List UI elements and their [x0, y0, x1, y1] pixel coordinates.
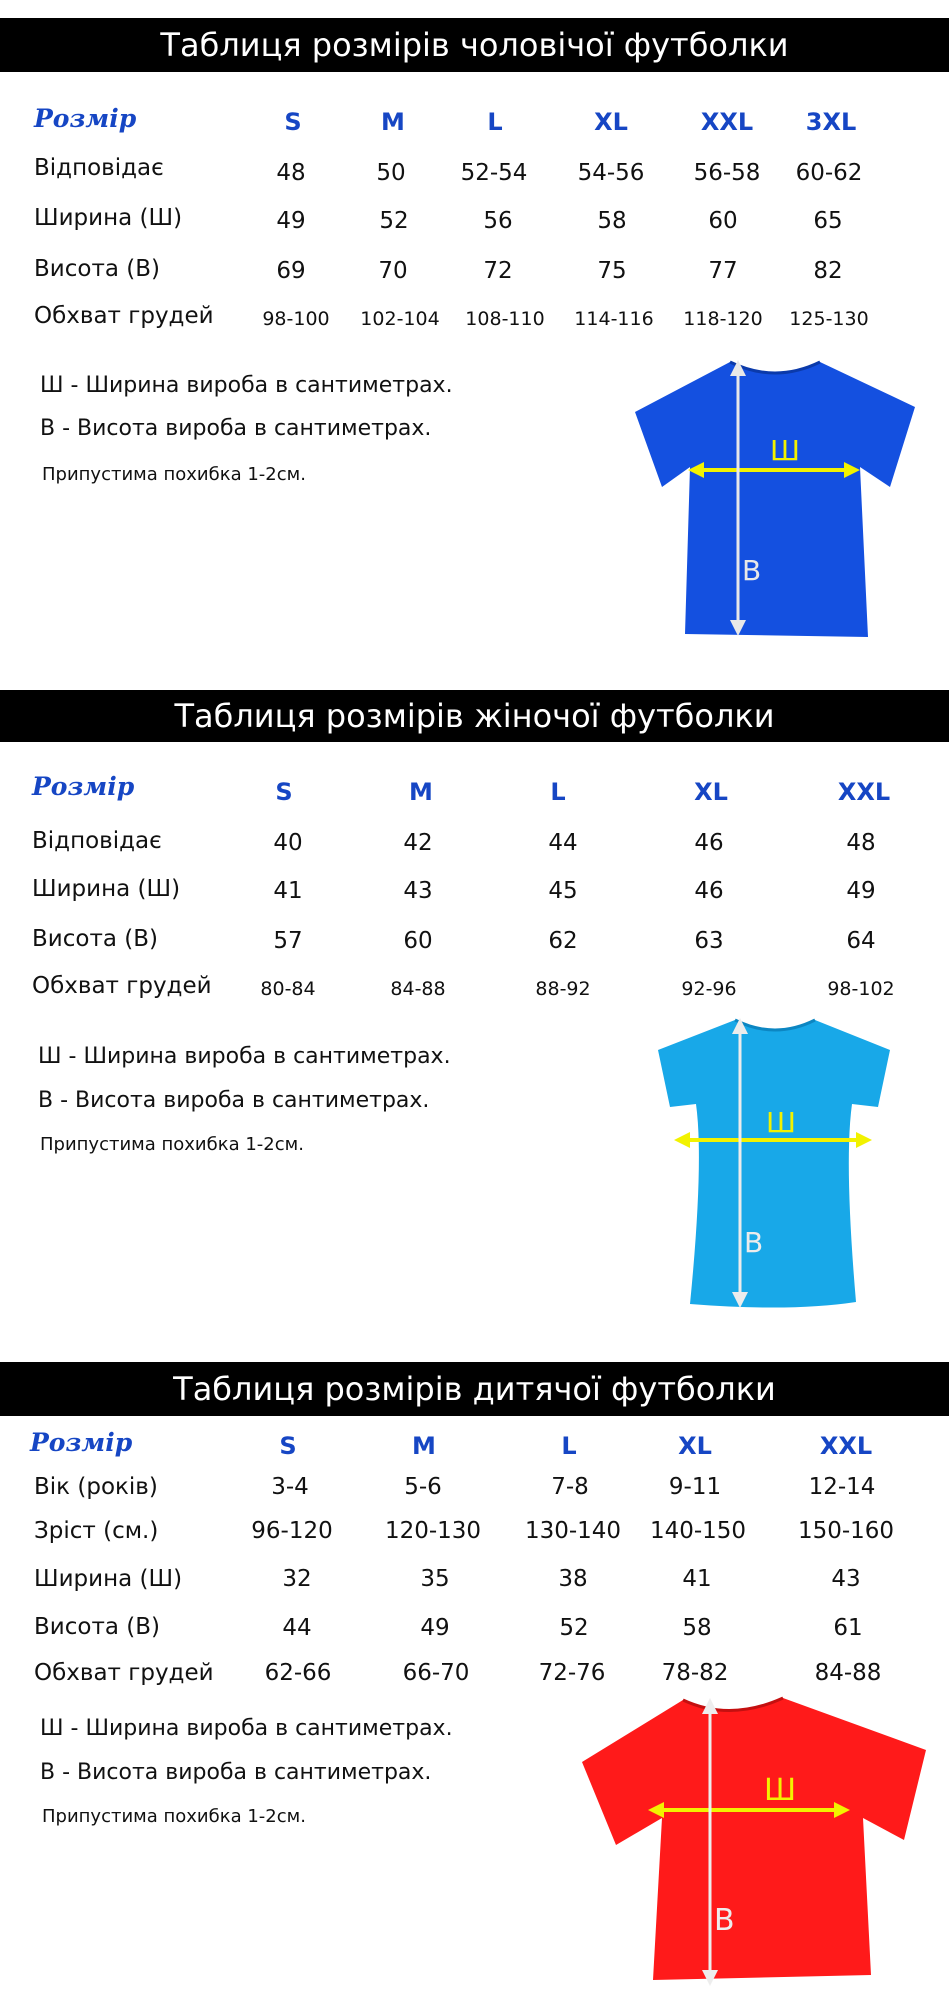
kids-cell: 58 — [682, 1615, 712, 1641]
kids-cell: 78-82 — [661, 1660, 729, 1686]
womens-note-height: В - Висота вироба в сантиметрах. — [38, 1088, 430, 1113]
mens-size-xl: XL — [594, 108, 628, 136]
womens-cell: 88-92 — [535, 978, 591, 1000]
kids-cell: 49 — [420, 1615, 450, 1641]
mens-size-m: M — [381, 108, 405, 136]
mens-row-label: Ширина (Ш) — [34, 205, 183, 231]
kids-cell: 62-66 — [264, 1660, 332, 1686]
womens-cell: 42 — [403, 830, 433, 856]
womens-size-xxl: XXL — [837, 778, 891, 806]
kids-size-xl: XL — [678, 1432, 712, 1460]
mens-cell: 82 — [813, 258, 843, 284]
womens-size-xl: XL — [694, 778, 728, 806]
kids-tshirt-icon — [578, 1690, 930, 1990]
mens-note-tolerance: Припустима похибка 1-2см. — [42, 464, 306, 485]
mens-width-marker: Ш — [770, 434, 800, 467]
mens-cell: 125-130 — [789, 308, 869, 330]
mens-cell: 114-116 — [574, 308, 654, 330]
kids-size-xxl: XXL — [819, 1432, 873, 1460]
kids-note-width: Ш - Ширина вироба в сантиметрах. — [40, 1716, 453, 1741]
womens-cell: 80-84 — [260, 978, 316, 1000]
kids-cell: 66-70 — [402, 1660, 470, 1686]
womens-cell: 62 — [548, 928, 578, 954]
kids-row-label: Вік (років) — [34, 1474, 158, 1500]
womens-cell: 84-88 — [390, 978, 446, 1000]
mens-size-s: S — [284, 108, 302, 136]
mens-height-marker: В — [742, 554, 762, 587]
mens-row-label: Відповідає — [34, 155, 164, 181]
mens-size-l: L — [487, 108, 503, 136]
womens-cell: 63 — [694, 928, 724, 954]
kids-note-tolerance: Припустима похибка 1-2см. — [42, 1806, 306, 1827]
womens-cell: 48 — [846, 830, 876, 856]
kids-cell: 44 — [282, 1615, 312, 1641]
kids-cell: 3-4 — [271, 1474, 309, 1500]
womens-cell: 46 — [694, 878, 724, 904]
mens-cell: 118-120 — [683, 308, 763, 330]
mens-cell: 49 — [276, 208, 306, 234]
kids-cell: 72-76 — [538, 1660, 606, 1686]
kids-cell: 130-140 — [524, 1518, 622, 1544]
womens-cell: 64 — [846, 928, 876, 954]
womens-cell: 60 — [403, 928, 433, 954]
womens-table-title: Таблиця розмірів жіночої футболки — [0, 690, 949, 742]
kids-width-marker: Ш — [764, 1773, 797, 1808]
mens-cell: 60 — [708, 208, 738, 234]
kids-cell: 43 — [831, 1566, 861, 1592]
kids-cell: 41 — [682, 1566, 712, 1592]
womens-tshirt-icon — [650, 1012, 900, 1312]
mens-size-label: Розмір — [34, 104, 137, 133]
kids-row-label: Обхват грудей — [34, 1660, 214, 1686]
mens-tshirt-icon — [630, 352, 920, 642]
womens-width-marker: Ш — [766, 1106, 796, 1139]
mens-row-label: Обхват грудей — [34, 303, 214, 329]
mens-cell: 60-62 — [795, 160, 863, 186]
kids-row-label: Висота (В) — [34, 1614, 160, 1640]
mens-note-width: Ш - Ширина вироба в сантиметрах. — [40, 373, 453, 398]
mens-cell: 52-54 — [460, 160, 528, 186]
womens-cell: 49 — [846, 878, 876, 904]
womens-size-m: M — [409, 778, 433, 806]
kids-cell: 35 — [420, 1566, 450, 1592]
kids-row-label: Зріст (см.) — [34, 1518, 159, 1544]
kids-cell: 38 — [558, 1566, 588, 1592]
womens-row-label: Обхват грудей — [32, 973, 212, 999]
womens-cell: 40 — [273, 830, 303, 856]
womens-cell: 43 — [403, 878, 433, 904]
kids-cell: 7-8 — [551, 1474, 589, 1500]
mens-size-xxl: XXL — [700, 108, 754, 136]
mens-cell: 48 — [276, 160, 306, 186]
mens-cell: 72 — [483, 258, 513, 284]
kids-cell: 84-88 — [814, 1660, 882, 1686]
womens-size-label: Розмір — [32, 772, 135, 801]
mens-note-height: В - Висота вироба в сантиметрах. — [40, 416, 432, 441]
mens-cell: 52 — [379, 208, 409, 234]
kids-height-marker: В — [714, 1903, 735, 1938]
mens-size-3xl: 3XL — [805, 108, 857, 136]
kids-cell: 120-130 — [384, 1518, 482, 1544]
mens-cell: 50 — [376, 160, 406, 186]
mens-row-label: Висота (В) — [34, 256, 160, 282]
mens-cell: 58 — [597, 208, 627, 234]
womens-cell: 41 — [273, 878, 303, 904]
mens-cell: 108-110 — [465, 308, 545, 330]
kids-table-title: Таблиця розмірів дитячої футболки — [0, 1362, 949, 1416]
mens-cell: 56 — [483, 208, 513, 234]
womens-row-label: Відповідає — [32, 828, 162, 854]
womens-cell: 92-96 — [681, 978, 737, 1000]
womens-cell: 98-102 — [827, 978, 895, 1000]
kids-size-m: M — [412, 1432, 436, 1460]
kids-cell: 96-120 — [251, 1518, 333, 1544]
womens-row-label: Висота (В) — [32, 926, 158, 952]
mens-cell: 56-58 — [693, 160, 761, 186]
kids-note-height: В - Висота вироба в сантиметрах. — [40, 1760, 432, 1785]
kids-cell: 5-6 — [404, 1474, 442, 1500]
womens-size-s: S — [275, 778, 293, 806]
kids-size-s: S — [279, 1432, 297, 1460]
kids-cell: 150-160 — [797, 1518, 895, 1544]
mens-cell: 65 — [813, 208, 843, 234]
kids-size-label: Розмір — [30, 1428, 133, 1457]
womens-note-width: Ш - Ширина вироба в сантиметрах. — [38, 1044, 451, 1069]
mens-cell: 69 — [276, 258, 306, 284]
womens-height-marker: В — [744, 1226, 764, 1259]
womens-cell: 44 — [548, 830, 578, 856]
kids-cell: 52 — [559, 1615, 589, 1641]
womens-row-label: Ширина (Ш) — [32, 876, 181, 902]
kids-cell: 9-11 — [668, 1474, 722, 1500]
mens-table-title: Таблиця розмірів чоловічої футболки — [0, 18, 949, 72]
mens-cell: 98-100 — [262, 308, 330, 330]
womens-cell: 46 — [694, 830, 724, 856]
kids-cell: 140-150 — [649, 1518, 747, 1544]
mens-cell: 54-56 — [577, 160, 645, 186]
mens-cell: 70 — [378, 258, 408, 284]
kids-size-l: L — [561, 1432, 577, 1460]
mens-cell: 75 — [597, 258, 627, 284]
kids-cell: 12-14 — [808, 1474, 876, 1500]
womens-size-l: L — [550, 778, 566, 806]
mens-cell: 77 — [708, 258, 738, 284]
womens-cell: 57 — [273, 928, 303, 954]
kids-cell: 32 — [282, 1566, 312, 1592]
kids-cell: 61 — [833, 1615, 863, 1641]
womens-note-tolerance: Припустима похибка 1-2см. — [40, 1134, 304, 1155]
mens-cell: 102-104 — [360, 308, 440, 330]
womens-cell: 45 — [548, 878, 578, 904]
kids-row-label: Ширина (Ш) — [34, 1566, 183, 1592]
